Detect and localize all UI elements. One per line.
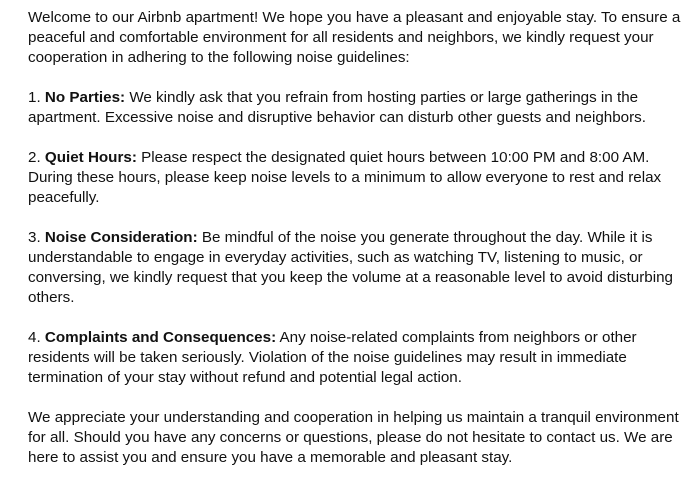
guideline-4-title: Complaints and Consequences: — [44, 329, 277, 346]
guideline-4-number: 4. — [28, 329, 41, 346]
guideline-2-title: Quiet Hours: — [44, 149, 137, 166]
guideline-2-number: 2. — [28, 149, 41, 166]
guideline-2-text: Please respect the designated quiet hours between 10:00 PM and 8:00 AM. During these hours, please keep noise levels to a minimum to allow everyone to rest and relax peacefully. — [28, 149, 662, 206]
guideline-1 — [28, 88, 688, 128]
guideline-1-title: No Parties: — [44, 89, 126, 106]
noise-guidelines-document — [28, 8, 688, 468]
guideline-1-text: We kindly ask that you refrain from hosting parties or large gatherings in the apartment. Excessive noise and disruptive behavior can disturb other guests and neighbors. — [28, 89, 646, 126]
guideline-3-number: 3. — [28, 229, 41, 246]
guideline-2 — [28, 148, 688, 208]
guideline-3 — [28, 228, 688, 308]
guideline-3-text: Be mindful of the noise you generate throughout the day. While it is understandable to engage in everyday activities, such as watching TV, listening to music, or conversing, we kindly request that you keep the volume at a reasonable level to avoid disturbing others. — [28, 229, 674, 306]
guideline-3-title: Noise Consideration: — [44, 229, 198, 246]
guideline-1-number: 1. — [28, 89, 41, 106]
guideline-4-text: Any noise-related complaints from neighbors or other residents will be taken seriously. Violation of the noise guidelines may result in immediate termination of your stay without refund and potential legal action. — [28, 329, 637, 386]
intro-paragraph: Welcome to our Airbnb apartment! We hope you have a pleasant and enjoyable stay. To ensure a peaceful and comfortable environment for all residents and neighbors, we kindly request your cooperation in adhering to the following noise guidelines: — [28, 9, 681, 66]
guideline-4 — [28, 328, 688, 388]
closing-paragraph: We appreciate your understanding and cooperation in helping us maintain a tranquil environment for all. Should you have any concerns or questions, please do not hesitate to contact us. We are here to assist you and ensure you have a memorable and pleasant stay. — [28, 409, 679, 466]
